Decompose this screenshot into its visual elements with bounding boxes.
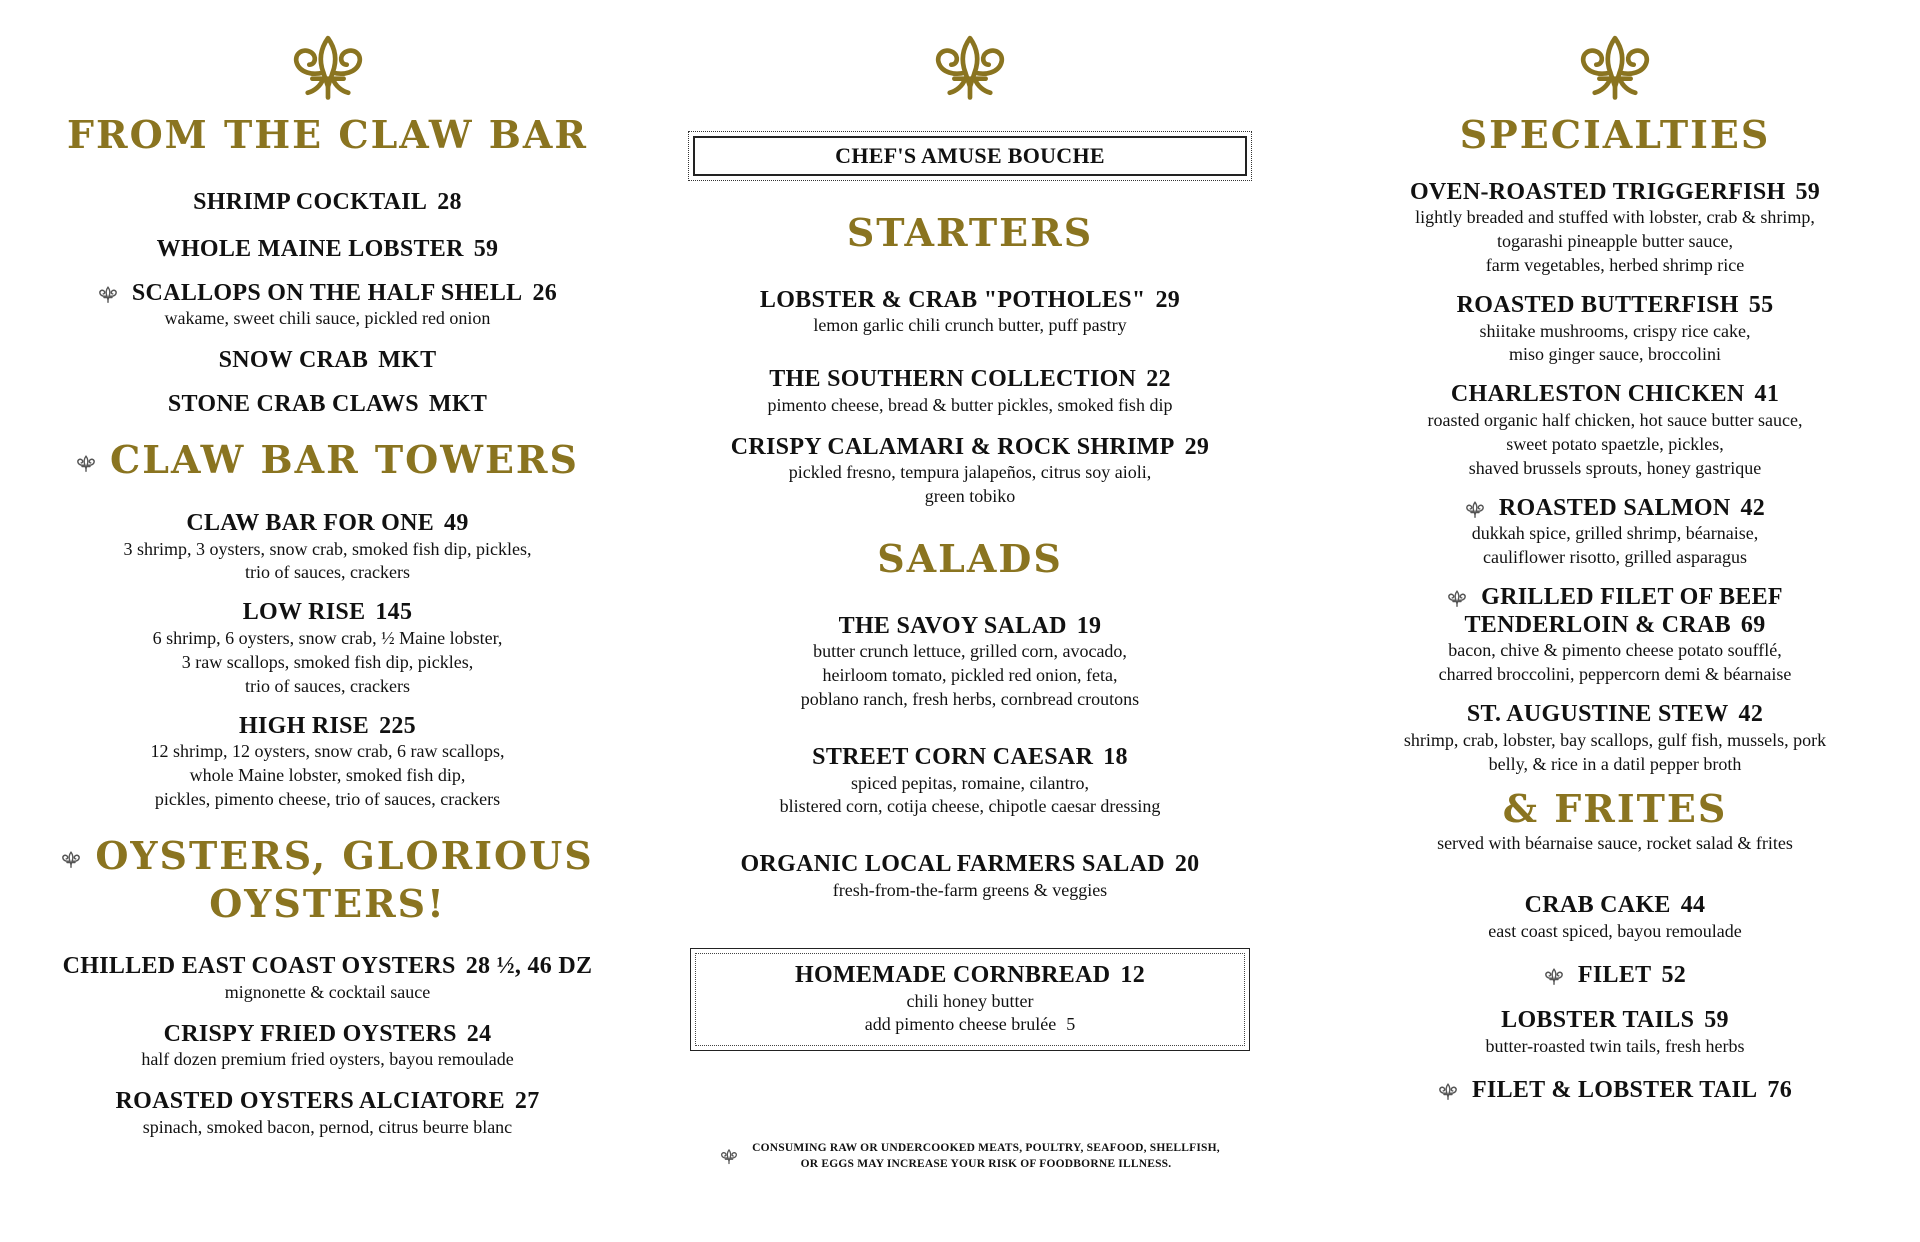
menu-item: SHRIMP COCKTAIL 28	[193, 188, 462, 215]
menu-item: CRAB CAKE 44 east coast spiced, bayou remoulade	[1488, 892, 1742, 941]
claw-bar-heading: FROM THE CLAW BAR	[67, 112, 588, 157]
frites-heading: & FRITES	[1502, 785, 1728, 831]
menu-item: CRISPY FRIED OYSTERS 24 half dozen premium fried oysters, bayou remoulade	[141, 1020, 514, 1070]
specialties-column	[1335, 0, 1895, 1104]
menu-item: FILET & LOBSTER TAIL 76	[1335, 1077, 1895, 1105]
towers-heading: CLAW BAR TOWERS	[40, 436, 615, 484]
food-safety-warning: CONSUMING RAW OR UNDERCOOKED MEATS, POULTRY, SEAFOOD, SHELLFISH, OR EGGS MAY INCREASE YOUR RISK OF FOODBORNE ILLNESS.	[670, 1141, 1270, 1172]
menu-item: ROASTED OYSTERS ALCIATORE 27 spinach, smoked bacon, pernod, citrus beurre blanc	[115, 1088, 540, 1137]
menu-item: ST. AUGUSTINE STEW 42 shrimp, crab, lobster, bay scallops, gulf fish, mussels, pork belly, & rice in a datil pepper broth	[1403, 701, 1827, 774]
fleur-de-lis-icon	[931, 25, 1009, 109]
amuse-bouche-box: CHEF'S AMUSE BOUCHE	[688, 131, 1252, 181]
menu-item: LOBSTER TAILS 59 butter-roasted twin tails, fresh herbs	[1485, 1007, 1745, 1056]
fleur-de-lis-small-icon	[1465, 500, 1485, 519]
menu-item: CHARLESTON CHICKEN 41 roasted organic half chicken, hot sauce butter sauce, sweet potato spaetzle, pickles, shaved brussels sprouts, honey gastrique	[1427, 381, 1803, 478]
menu-item: SNOW CRAB MKT	[218, 347, 437, 374]
starters-heading: STARTERS	[846, 210, 1094, 255]
starters-column	[670, 0, 1270, 1172]
menu-item: ROASTED SALMON 42 dukkah spice, grilled shrimp, béarnaise, cauliflower risotto, grilled asparagus	[1335, 495, 1895, 570]
menu-item: LOW RISE 145 6 shrimp, 6 oysters, snow crab, ½ Maine lobster, 3 raw scallops, smoked fish dip, pickles, trio of sauces, crackers	[152, 599, 503, 696]
fleur-de-lis-small-icon	[61, 850, 81, 869]
menu-item: CLAW BAR FOR ONE 49 3 shrimp, 3 oysters, snow crab, smoked fish dip, pickles, trio of sauces, crackers	[123, 509, 532, 583]
oysters-heading: OYSTERS, GLORIOUS	[40, 832, 615, 880]
menu-item: SCALLOPS ON THE HALF SHELL 26 wakame, sweet chili sauce, pickled red onion	[40, 280, 615, 332]
menu-item: THE SAVOY SALAD 19 butter crunch lettuce, grilled corn, avocado, heirloom tomato, pickled red onion, feta, poblano ranch, fresh herbs, cornbread croutons	[800, 612, 1140, 709]
fleur-de-lis-small-icon	[1438, 1082, 1458, 1101]
fleur-de-lis-small-icon	[98, 285, 118, 304]
claw-bar-column	[40, 0, 615, 1140]
fleur-de-lis-small-icon	[76, 454, 96, 473]
fleur-de-lis-small-icon	[1447, 589, 1467, 608]
fleur-de-lis-small-icon	[1544, 967, 1564, 986]
fleur-de-lis-small-icon	[720, 1148, 738, 1165]
specialties-heading: SPECIALTIES	[1459, 112, 1771, 157]
menu-item: STREET CORN CAESAR 18 spiced pepitas, romaine, cilantro, blistered corn, cotija cheese, chipotle caesar dressing	[779, 743, 1161, 817]
menu-item: HIGH RISE 225 12 shrimp, 12 oysters, snow crab, 6 raw scallops, whole Maine lobster, smoked fish dip, pickles, pimento cheese, trio of sauces, crackers	[150, 712, 505, 810]
salads-heading: SALADS	[877, 536, 1063, 582]
menu-item: OVEN-ROASTED TRIGGERFISH 59 lightly breaded and stuffed with lobster, crab & shrimp, togarashi pineapple butter sauce, farm vegetables, herbed shrimp rice	[1409, 178, 1821, 275]
menu-item: FILET 52	[1335, 962, 1895, 990]
menu-item: LOBSTER & CRAB "POTHOLES" 29 lemon garlic chili crunch butter, puff pastry	[759, 286, 1181, 336]
menu-item: CHILLED EAST COAST OYSTERS 28 ½, 46 DZ mignonette & cocktail sauce	[62, 953, 593, 1002]
cornbread-box: HOMEMADE CORNBREAD 12 chili honey butter add pimento cheese brulée 5	[690, 948, 1250, 1051]
menu-item: CRISPY CALAMARI & ROCK SHRIMP 29 pickled fresno, tempura jalapeños, citrus soy aioli, green tobiko	[730, 433, 1210, 507]
menu-item: ORGANIC LOCAL FARMERS SALAD 20 fresh-from-the-farm greens & veggies	[740, 851, 1200, 900]
oysters-heading-line2: OYSTERS!	[209, 880, 446, 926]
menu-item: ROASTED BUTTERFISH 55 shiitake mushrooms, crispy rice cake, miso ginger sauce, broccolini	[1456, 291, 1774, 365]
menu-item: WHOLE MAINE LOBSTER 59	[156, 236, 499, 263]
menu-item: GRILLED FILET OF BEEF TENDERLOIN & CRAB 69 bacon, chive & pimento cheese potato soufflé, charred broccolini, peppercorn demi & béarnaise	[1438, 584, 1792, 685]
frites-subtitle: served with béarnaise sauce, rocket salad & frites	[1437, 833, 1793, 854]
menu-item: STONE CRAB CLAWS MKT	[167, 390, 488, 417]
fleur-de-lis-icon	[1576, 25, 1654, 109]
fleur-de-lis-icon	[289, 25, 367, 109]
menu-item: THE SOUTHERN COLLECTION 22 pimento cheese, bread & butter pickles, smoked fish dip	[767, 366, 1173, 415]
